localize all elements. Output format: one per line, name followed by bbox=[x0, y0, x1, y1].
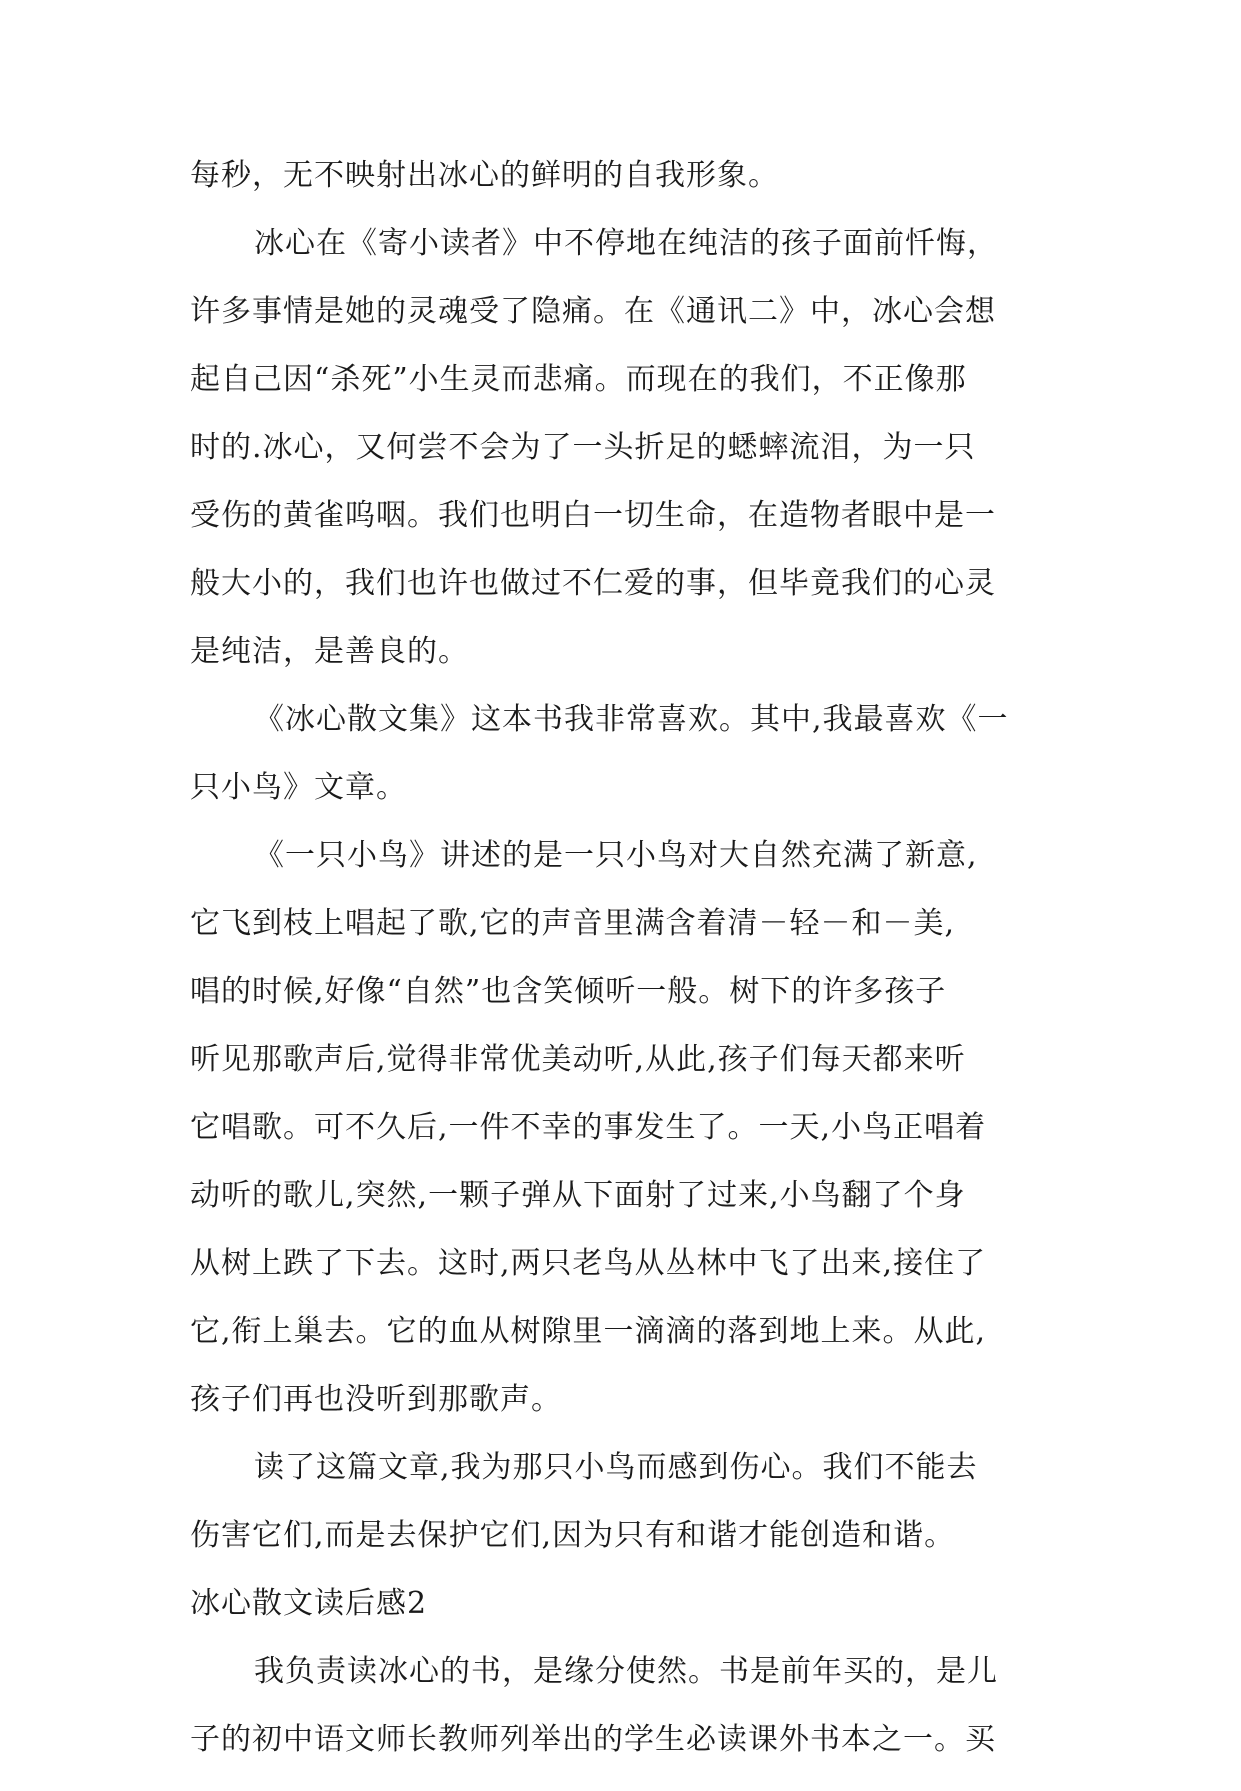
text-line: 般大小的，我们也许也做过不仁爱的事，但毕竟我们的心灵 bbox=[190, 566, 996, 601]
text-line: 子的初中语文师长教师列举出的学生必读课外书本之一。买 bbox=[190, 1722, 996, 1757]
text-line: 只小鸟》文章。 bbox=[190, 770, 407, 805]
text-line: 动听的歌儿,突然,一颗子弹从下面射了过来,小鸟翻了个身 bbox=[190, 1178, 966, 1213]
paragraph-start-line: 我负责读冰心的书，是缘分使然。书是前年买的，是儿 bbox=[254, 1654, 998, 1689]
text-line: 每秒，无不映射出冰心的鲜明的自我形象。 bbox=[190, 158, 779, 193]
section-heading: 冰心散文读后感2 bbox=[190, 1586, 428, 1621]
text-line: 时的.冰心，又何尝不会为了一头折足的蟋蟀流泪，为一只 bbox=[190, 430, 976, 465]
document-body bbox=[190, 159, 1050, 1791]
text-line: 伤害它们,而是去保护它们,因为只有和谐才能创造和谐。 bbox=[190, 1518, 956, 1553]
paragraph-start-line: 冰心在《寄小读者》中不停地在纯洁的孩子面前忏悔， bbox=[254, 226, 998, 261]
text-line: 孩子们再也没听到那歌声。 bbox=[190, 1382, 562, 1417]
text-line: 从树上跌了下去。这时,两只老鸟从丛林中飞了出来,接住了 bbox=[190, 1246, 987, 1281]
text-line: 它唱歌。可不久后,一件不幸的事发生了。一天,小鸟正唱着 bbox=[190, 1110, 987, 1145]
paragraph-start-line: 读了这篇文章,我为那只小鸟而感到伤心。我们不能去 bbox=[254, 1450, 978, 1485]
text-line: 它,衔上巢去。它的血从树隙里一滴滴的落到地上来。从此, bbox=[190, 1314, 987, 1349]
paragraph-start-line: 《一只小鸟》讲述的是一只小鸟对大自然充满了新意, bbox=[254, 838, 978, 873]
text-line: 受伤的黄雀呜咽。我们也明白一切生命，在造物者眼中是一 bbox=[190, 498, 996, 533]
text-line: 唱的时候,好像“自然”也含笑倾听一般。树下的许多孩子 bbox=[190, 974, 947, 1009]
text-line: 听见那歌声后,觉得非常优美动听,从此,孩子们每天都来听 bbox=[190, 1042, 966, 1077]
text-line: 是纯洁，是善良的。 bbox=[190, 634, 469, 669]
text-line: 许多事情是她的灵魂受了隐痛。在《通讯二》中，冰心会想 bbox=[190, 294, 996, 329]
text-line: 起自己因“杀死”小生灵而悲痛。而现在的我们，不正像那 bbox=[190, 362, 967, 397]
paragraph-start-line: 《冰心散文集》这本书我非常喜欢。其中,我最喜欢《一 bbox=[254, 702, 1009, 737]
text-line: 它飞到枝上唱起了歌,它的声音里满含着清－轻－和－美, bbox=[190, 906, 956, 941]
